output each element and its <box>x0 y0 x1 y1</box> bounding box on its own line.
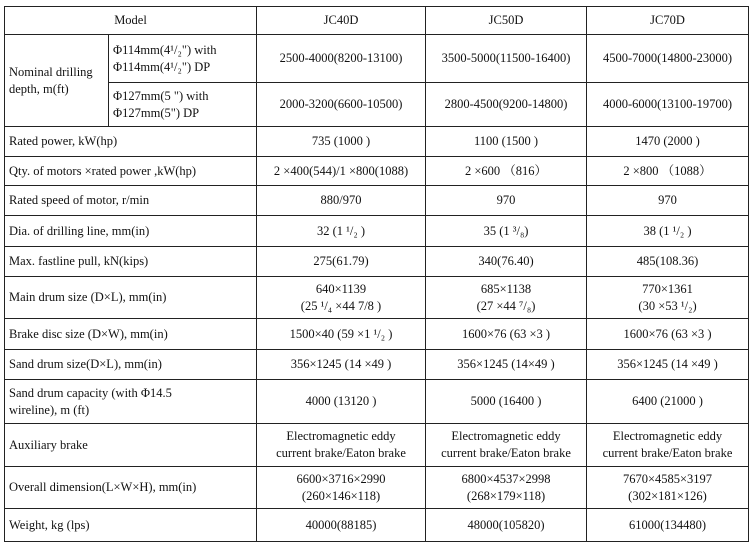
model-jc70d: JC70D <box>587 7 749 35</box>
row-label: Brake disc size (D×W), mm(in) <box>5 319 257 350</box>
cell-line: 6600×3716×2990 <box>296 471 386 486</box>
table-row <box>5 83 749 127</box>
nominal-depth-label <box>5 35 109 127</box>
table-cell: 2 ×800 （1088） <box>587 157 749 186</box>
table-cell: 1600×76 (63 ×3 ) <box>426 319 587 350</box>
cell-line: Electromagnetic eddy <box>286 429 396 443</box>
cell-line: (260×146×118) <box>301 488 381 503</box>
table-row <box>5 216 749 247</box>
table-cell: 275(61.79) <box>257 247 426 277</box>
table-row <box>5 380 749 424</box>
table-row <box>5 247 749 277</box>
table-cell: 880/970 <box>257 186 426 216</box>
row-label: Sand drum size(D×L), mm(in) <box>5 350 257 380</box>
table-cell <box>426 467 587 509</box>
table-cell: 1600×76 (63 ×3 ) <box>587 319 749 350</box>
table-cell: 356×1245 (14 ×49 ) <box>257 350 426 380</box>
row-label: Weight, kg (lps) <box>5 509 257 542</box>
table-cell: 3500-5000(11500-16400) <box>426 35 587 83</box>
table-cell: 2000-3200(6600-10500) <box>257 83 426 127</box>
cell-line: (302×181×126) <box>628 488 707 503</box>
table-cell: 356×1245 (14 ×49 ) <box>587 350 749 380</box>
table-row <box>5 424 749 467</box>
table-cell: 2800-4500(9200-14800) <box>426 83 587 127</box>
table-cell: 735 (1000 ) <box>257 127 426 157</box>
table-cell: 356×1245 (14×49 ) <box>426 350 587 380</box>
table-cell: 38 (1 ¹/₂ ) <box>587 216 749 247</box>
row-label: Auxiliary brake <box>5 424 257 467</box>
table-row <box>5 350 749 380</box>
table-cell <box>257 467 426 509</box>
sub-label-line: Φ114mm(4¹/₂") with <box>113 42 217 57</box>
cell-line: current brake/Eaton brake <box>441 446 571 460</box>
header-row <box>5 7 749 35</box>
spec-table <box>4 6 749 542</box>
table-cell: 2 ×400(544)/1 ×800(1088) <box>257 157 426 186</box>
table-cell: 340(76.40) <box>426 247 587 277</box>
row-label-line: wireline), m (ft) <box>9 402 90 417</box>
table-cell: 61000(134480) <box>587 509 749 542</box>
row-label-line: Sand drum capacity (with Φ14.5 <box>9 385 172 400</box>
cell-line: 7670×4585×3197 <box>622 471 713 486</box>
table-cell <box>257 424 426 467</box>
table-row <box>5 127 749 157</box>
cell-line: 770×1361 <box>642 281 693 296</box>
model-jc50d: JC50D <box>426 7 587 35</box>
row-label-line: depth, m(ft) <box>9 81 69 96</box>
cell-line: (30 ×53 ¹/₂) <box>638 298 697 313</box>
table-cell: 35 (1 ³/₈) <box>426 216 587 247</box>
table-cell: 1100 (1500 ) <box>426 127 587 157</box>
table-cell: 40000(88185) <box>257 509 426 542</box>
table-row <box>5 277 749 319</box>
nominal-sub-label <box>109 35 257 83</box>
table-cell <box>587 467 749 509</box>
cell-line: 685×1138 <box>480 281 532 296</box>
table-cell: 48000(105820) <box>426 509 587 542</box>
table-cell <box>587 424 749 467</box>
table-cell <box>587 277 749 319</box>
table-cell: 4000-6000(13100-19700) <box>587 83 749 127</box>
sub-label-line: Φ114mm(4¹/₂") DP <box>113 59 211 74</box>
row-label: Main drum size (D×L), mm(in) <box>5 277 257 319</box>
row-label: Overall dimension(L×W×H), mm(in) <box>5 467 257 509</box>
table-cell: 970 <box>426 186 587 216</box>
table-cell <box>426 424 587 467</box>
table-cell: 32 (1 ¹/₂ ) <box>257 216 426 247</box>
row-label: Qty. of motors ×rated power ,kW(hp) <box>5 157 257 186</box>
table-cell: 485(108.36) <box>587 247 749 277</box>
cell-line: 6800×4537×2998 <box>461 471 551 486</box>
sub-label-line: Φ127mm(5 ") with <box>113 88 209 103</box>
table-row <box>5 157 749 186</box>
row-label: Max. fastline pull, kN(kips) <box>5 247 257 277</box>
model-header: Model <box>5 7 257 35</box>
table-row <box>5 186 749 216</box>
nominal-sub-label <box>109 83 257 127</box>
cell-line: 640×1139 <box>315 281 367 296</box>
table-cell: 4500-7000(14800-23000) <box>587 35 749 83</box>
row-label <box>5 380 257 424</box>
row-label: Rated speed of motor, r/min <box>5 186 257 216</box>
table-row <box>5 467 749 509</box>
table-cell: 5000 (16400 ) <box>426 380 587 424</box>
table-cell: 970 <box>587 186 749 216</box>
cell-line: current brake/Eaton brake <box>276 446 406 460</box>
table-cell: 1500×40 (59 ×1 ¹/₂ ) <box>257 319 426 350</box>
table-cell: 6400 (21000 ) <box>587 380 749 424</box>
table-cell <box>426 277 587 319</box>
table-cell: 4000 (13120 ) <box>257 380 426 424</box>
table-cell: 2500-4000(8200-13100) <box>257 35 426 83</box>
row-label: Rated power, kW(hp) <box>5 127 257 157</box>
table-cell <box>257 277 426 319</box>
table-cell: 2 ×600 （816） <box>426 157 587 186</box>
table-cell: 1470 (2000 ) <box>587 127 749 157</box>
cell-line: (25 ¹/₄ ×44 7/8 ) <box>300 298 382 313</box>
table-row <box>5 509 749 542</box>
row-label: Dia. of drilling line, mm(in) <box>5 216 257 247</box>
table-row <box>5 35 749 83</box>
sub-label-line: Φ127mm(5") DP <box>113 105 200 120</box>
cell-line: current brake/Eaton brake <box>602 446 733 460</box>
model-jc40d: JC40D <box>257 7 426 35</box>
table-row <box>5 319 749 350</box>
row-label-line: Nominal drilling <box>9 64 93 79</box>
cell-line: (27 ×44 ⁷/₈) <box>476 298 536 313</box>
cell-line: Electromagnetic eddy <box>451 429 561 443</box>
cell-line: Electromagnetic eddy <box>612 429 723 443</box>
cell-line: (268×179×118) <box>466 488 546 503</box>
